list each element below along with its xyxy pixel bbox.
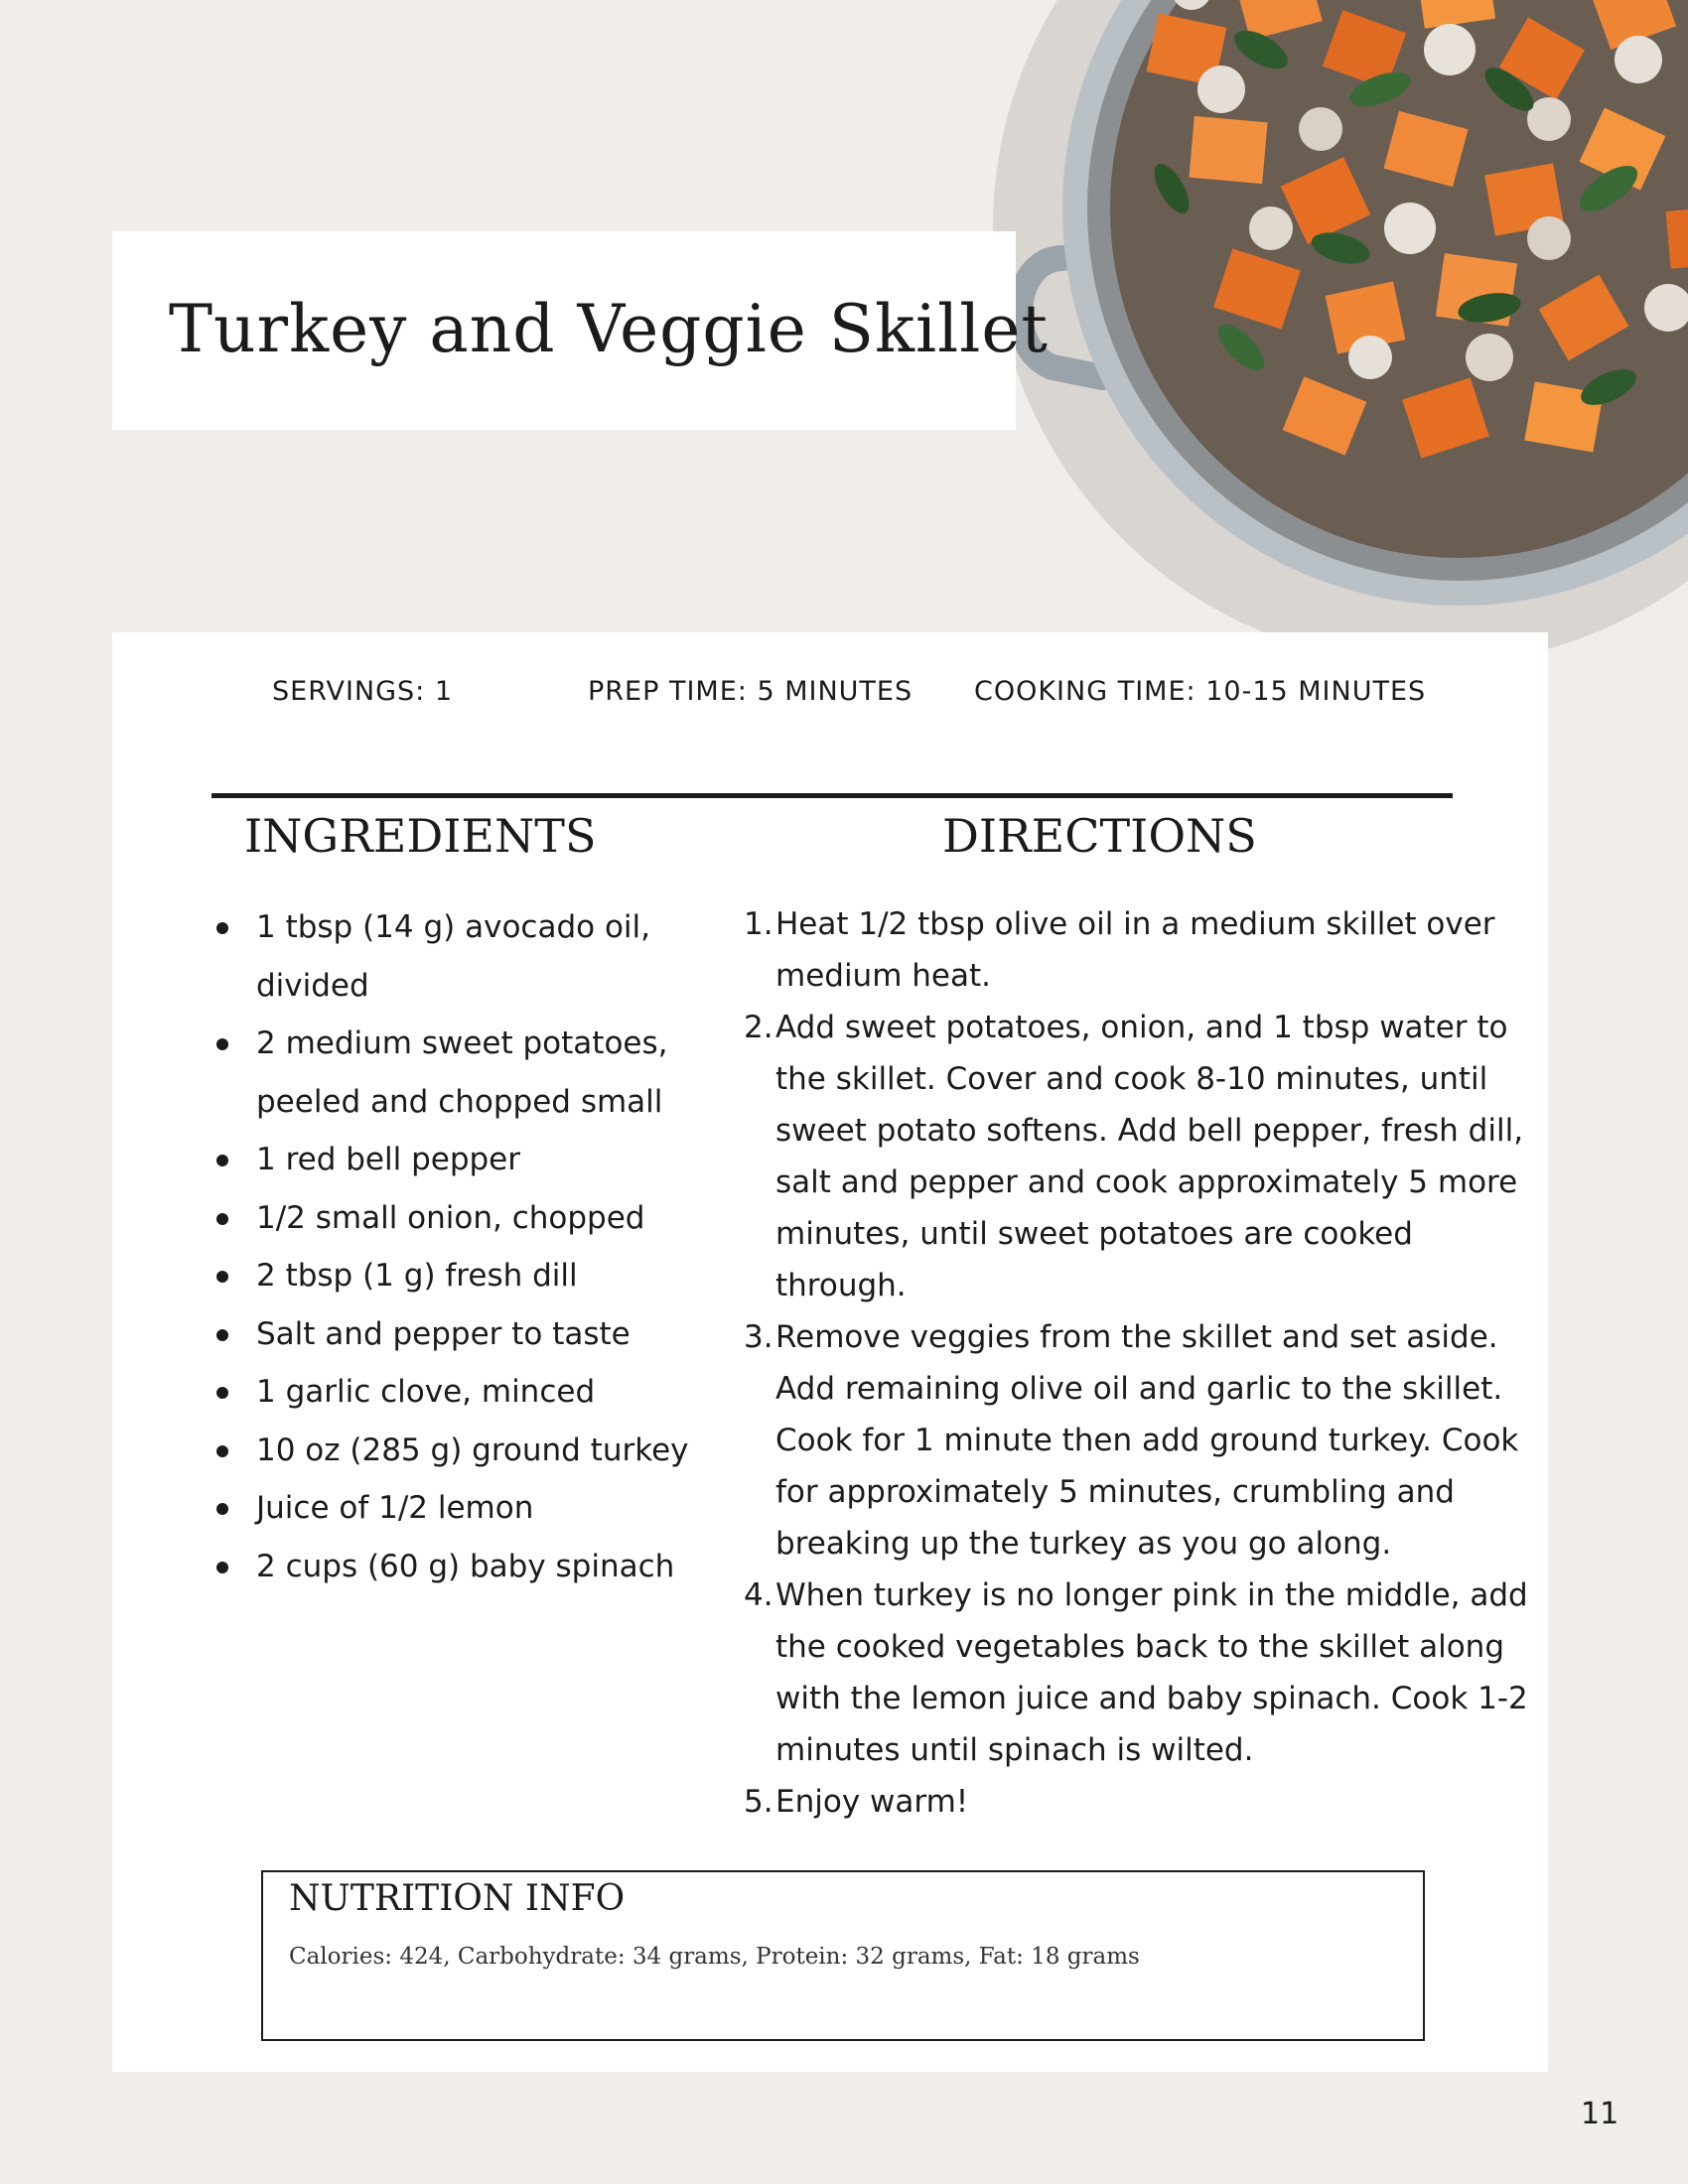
direction-step [744,1311,1538,1570]
step-text: Add sweet potatoes, onion, and 1 tbsp water to the skillet. Cover and cook 8-10 minutes, until sweet potato softens. Add bell pepper, fresh dill, salt and pepper and cook approximately 5 more minutes, until sweet potatoes are cooked through. [775,1010,1524,1303]
step-number: 2. [744,1010,774,1045]
list-item: 2 tbsp (1 g) fresh dill [211,1247,708,1305]
title-card [112,231,1049,430]
divider [211,793,1453,798]
direction-step [744,1002,1538,1311]
step-text: Enjoy warm! [775,1784,969,1820]
step-number: 1. [744,906,774,942]
step-number: 4. [744,1577,774,1613]
directions-list [744,898,1538,1828]
list-item: 1 red bell pepper [211,1131,708,1189]
nutrition-heading: NUTRITION INFO [289,1878,626,1919]
prep-time-label: PREP TIME: 5 MINUTES [588,676,914,707]
step-text: Heat 1/2 tbsp olive oil in a medium skillet over medium heat. [775,906,1495,994]
list-item: 10 oz (285 g) ground turkey [211,1422,708,1480]
page-number: 11 [1581,2097,1619,2131]
list-item: Juice of 1/2 lemon [211,1479,708,1538]
nutrition-text: Calories: 424, Carbohydrate: 34 grams, Protein: 32 grams, Fat: 18 grams [289,1944,1140,1970]
direction-step [744,898,1538,1002]
recipe-title: Turkey and Veggie Skillet [169,291,1049,367]
step-number: 5. [744,1784,774,1820]
servings-label: SERVINGS: 1 [272,676,454,707]
nutrition-box [261,1870,1425,2041]
ingredients-list [211,898,708,1595]
list-item: 1 garlic clove, minced [211,1363,708,1422]
direction-step [744,1776,1538,1828]
list-item: 2 medium sweet potatoes, peeled and chopped small [211,1015,708,1131]
directions-heading: DIRECTIONS [942,809,1257,863]
list-item: Salt and pepper to taste [211,1305,708,1364]
list-item: 1 tbsp (14 g) avocado oil, divided [211,898,708,1015]
list-item: 1/2 small onion, chopped [211,1189,708,1248]
skillet-photo-icon [993,0,1688,665]
cooking-time-label: COOKING TIME: 10-15 MINUTES [974,676,1427,707]
step-number: 3. [744,1319,774,1355]
ingredients-heading: INGREDIENTS [244,809,597,863]
direction-step [744,1570,1538,1776]
recipe-card [112,632,1548,2072]
step-text: When turkey is no longer pink in the middle, add the cooked vegetables back to the skillet along with the lemon juice and baby spinach. Cook 1-2 minutes until spinach is wilted. [775,1577,1528,1768]
step-text: Remove veggies from the skillet and set aside. Add remaining olive oil and garlic to the skillet. Cook for 1 minute then add ground turkey. Cook for approximately 5 minutes, crumbling and breaking up the turkey as you go along. [775,1319,1519,1562]
list-item: 2 cups (60 g) baby spinach [211,1538,708,1596]
